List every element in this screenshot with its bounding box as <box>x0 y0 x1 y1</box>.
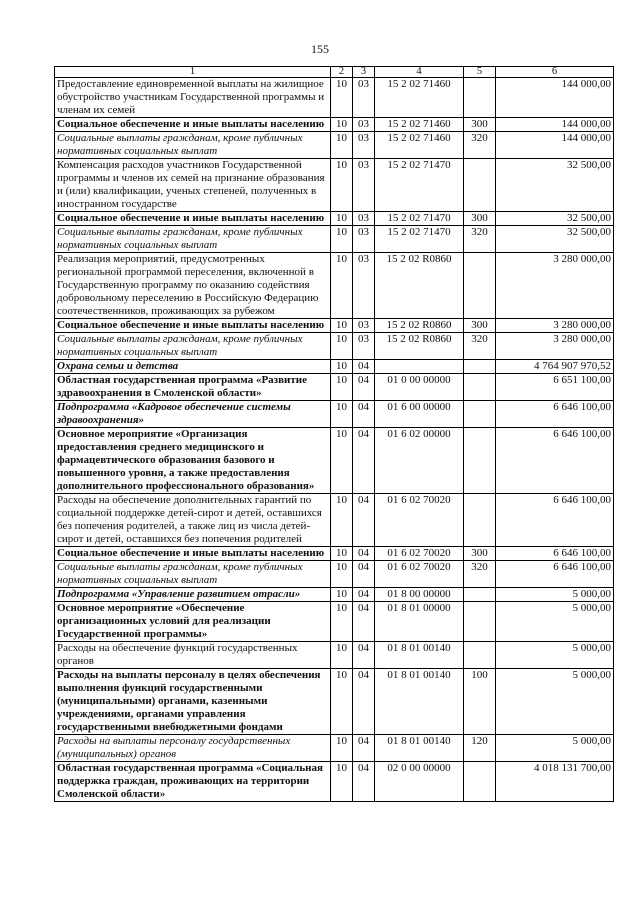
expense-type-code: 320 <box>464 132 496 159</box>
row-name: Социальное обеспечение и иные выплаты населению <box>55 212 331 226</box>
table-row <box>55 333 614 360</box>
amount: 3 280 000,00 <box>496 319 614 333</box>
target-article-code: 15 2 02 71470 <box>375 159 464 212</box>
target-article-code: 01 6 02 70020 <box>375 494 464 547</box>
target-article-code: 15 2 02 71460 <box>375 78 464 118</box>
table-row <box>55 360 614 374</box>
row-name: Охрана семьи и детства <box>55 360 331 374</box>
section-code: 10 <box>331 588 353 602</box>
amount: 32 500,00 <box>496 212 614 226</box>
row-name: Областная государственная программа «Развитие здравоохранения в Смоленской области» <box>55 374 331 401</box>
row-name: Основное мероприятие «Организация предоставления среднего медицинского и фармацевтического образования базового и повышенного уровня, а также предоставления дополнительного профессионального образования» <box>55 428 331 494</box>
section-code: 10 <box>331 547 353 561</box>
expense-type-code: 320 <box>464 226 496 253</box>
subsection-code: 04 <box>353 762 375 802</box>
row-name: Социальное обеспечение и иные выплаты населению <box>55 118 331 132</box>
expense-type-code <box>464 374 496 401</box>
row-name: Расходы на выплаты персоналу в целях обеспечения выполнения функций государственными (муниципальными) органами, казенными учреждениями, органами управления государственными внебюджетными фондами <box>55 669 331 735</box>
target-article-code: 01 0 00 00000 <box>375 374 464 401</box>
section-code: 10 <box>331 669 353 735</box>
row-name: Социальные выплаты гражданам, кроме публичных нормативных социальных выплат <box>55 226 331 253</box>
section-code: 10 <box>331 132 353 159</box>
column-header: 4 <box>375 67 464 78</box>
section-code: 10 <box>331 401 353 428</box>
section-code: 10 <box>331 735 353 762</box>
section-code: 10 <box>331 602 353 642</box>
section-code: 10 <box>331 762 353 802</box>
table-row <box>55 642 614 669</box>
target-article-code: 01 8 01 00140 <box>375 735 464 762</box>
section-code: 10 <box>331 374 353 401</box>
amount: 6 646 100,00 <box>496 401 614 428</box>
expense-type-code <box>464 360 496 374</box>
section-code: 10 <box>331 561 353 588</box>
subsection-code: 03 <box>353 226 375 253</box>
amount: 144 000,00 <box>496 118 614 132</box>
target-article-code: 15 2 02 71470 <box>375 226 464 253</box>
table-row <box>55 762 614 802</box>
table-row <box>55 253 614 319</box>
amount: 5 000,00 <box>496 588 614 602</box>
column-header: 3 <box>353 67 375 78</box>
target-article-code: 15 2 02 R0860 <box>375 319 464 333</box>
table-row <box>55 319 614 333</box>
column-header: 1 <box>55 67 331 78</box>
target-article-code: 15 2 02 R0860 <box>375 333 464 360</box>
subsection-code: 04 <box>353 428 375 494</box>
section-code: 10 <box>331 212 353 226</box>
table-row <box>55 669 614 735</box>
row-name: Подпрограмма «Управление развитием отрасли» <box>55 588 331 602</box>
table-row <box>55 401 614 428</box>
subsection-code: 03 <box>353 212 375 226</box>
row-name: Подпрограмма «Кадровое обеспечение системы здравоохранения» <box>55 401 331 428</box>
table-row <box>55 561 614 588</box>
section-code: 10 <box>331 253 353 319</box>
amount: 5 000,00 <box>496 602 614 642</box>
table-row <box>55 374 614 401</box>
amount: 3 280 000,00 <box>496 253 614 319</box>
subsection-code: 04 <box>353 374 375 401</box>
amount: 6 651 100,00 <box>496 374 614 401</box>
amount: 6 646 100,00 <box>496 494 614 547</box>
row-name: Социальные выплаты гражданам, кроме публичных нормативных социальных выплат <box>55 132 331 159</box>
target-article-code: 15 2 02 71470 <box>375 212 464 226</box>
target-article-code: 01 8 01 00140 <box>375 642 464 669</box>
subsection-code: 04 <box>353 401 375 428</box>
expense-type-code: 300 <box>464 212 496 226</box>
target-article-code: 01 6 02 00000 <box>375 428 464 494</box>
expense-type-code: 300 <box>464 547 496 561</box>
target-article-code: 02 0 00 00000 <box>375 762 464 802</box>
amount: 6 646 100,00 <box>496 561 614 588</box>
table-row <box>55 428 614 494</box>
amount: 32 500,00 <box>496 159 614 212</box>
row-name: Социальные выплаты гражданам, кроме публичных нормативных социальных выплат <box>55 561 331 588</box>
target-article-code: 01 8 01 00140 <box>375 669 464 735</box>
table-row <box>55 226 614 253</box>
table-row <box>55 735 614 762</box>
expense-type-code <box>464 78 496 118</box>
expense-type-code: 120 <box>464 735 496 762</box>
column-header: 5 <box>464 67 496 78</box>
amount: 4 018 131 700,00 <box>496 762 614 802</box>
section-code: 10 <box>331 642 353 669</box>
table-row <box>55 547 614 561</box>
subsection-code: 04 <box>353 588 375 602</box>
section-code: 10 <box>331 226 353 253</box>
target-article-code: 01 8 01 00000 <box>375 602 464 642</box>
expense-type-code: 320 <box>464 333 496 360</box>
amount: 5 000,00 <box>496 642 614 669</box>
subsection-code: 04 <box>353 547 375 561</box>
expense-type-code <box>464 159 496 212</box>
table-row <box>55 602 614 642</box>
table-row <box>55 118 614 132</box>
subsection-code: 04 <box>353 735 375 762</box>
table-row <box>55 588 614 602</box>
section-code: 10 <box>331 333 353 360</box>
page-number: 155 <box>311 42 329 56</box>
row-name: Областная государственная программа «Социальная поддержка граждан, проживающих на территории Смоленской области» <box>55 762 331 802</box>
expense-type-code <box>464 762 496 802</box>
expense-type-code <box>464 494 496 547</box>
target-article-code: 15 2 02 71460 <box>375 132 464 159</box>
amount: 144 000,00 <box>496 132 614 159</box>
row-name: Социальные выплаты гражданам, кроме публичных нормативных социальных выплат <box>55 333 331 360</box>
subsection-code: 03 <box>353 159 375 212</box>
expense-type-code <box>464 642 496 669</box>
table-row <box>55 132 614 159</box>
expense-type-code <box>464 588 496 602</box>
amount: 3 280 000,00 <box>496 333 614 360</box>
amount: 4 764 907 970,52 <box>496 360 614 374</box>
subsection-code: 04 <box>353 669 375 735</box>
subsection-code: 04 <box>353 561 375 588</box>
row-name: Социальное обеспечение и иные выплаты населению <box>55 547 331 561</box>
amount: 5 000,00 <box>496 735 614 762</box>
expense-type-code: 300 <box>464 319 496 333</box>
subsection-code: 04 <box>353 494 375 547</box>
row-name: Расходы на обеспечение функций государственных органов <box>55 642 331 669</box>
section-code: 10 <box>331 494 353 547</box>
row-name: Реализация мероприятий, предусмотренных региональной программой переселения, включенной в Государственную программу по оказанию содействия добровольному переселению в Российскую Федерацию соотечественников, проживающих за рубежом <box>55 253 331 319</box>
row-name: Расходы на выплаты персоналу государственных (муниципальных) органов <box>55 735 331 762</box>
subsection-code: 04 <box>353 602 375 642</box>
table-row <box>55 212 614 226</box>
subsection-code: 04 <box>353 642 375 669</box>
header-row <box>55 67 614 78</box>
subsection-code: 03 <box>353 333 375 360</box>
row-name: Расходы на обеспечение дополнительных гарантий по социальной поддержке детей-сирот и детей, оставшихся без попечения родителей, а также лиц из числа детей-сирот и детей, оставшихся без попечения родителей <box>55 494 331 547</box>
section-code: 10 <box>331 428 353 494</box>
expense-type-code <box>464 602 496 642</box>
target-article-code: 15 2 02 71460 <box>375 118 464 132</box>
amount: 6 646 100,00 <box>496 547 614 561</box>
budget-table <box>54 66 614 802</box>
subsection-code: 03 <box>353 319 375 333</box>
row-name: Основное мероприятие «Обеспечение организационных условий для реализации Государственной программы» <box>55 602 331 642</box>
table-row <box>55 78 614 118</box>
subsection-code: 04 <box>353 360 375 374</box>
table-row <box>55 159 614 212</box>
expense-type-code: 300 <box>464 118 496 132</box>
table-row <box>55 494 614 547</box>
expense-type-code <box>464 253 496 319</box>
target-article-code: 01 6 02 70020 <box>375 547 464 561</box>
expense-type-code: 320 <box>464 561 496 588</box>
column-header: 2 <box>331 67 353 78</box>
row-name: Социальное обеспечение и иные выплаты населению <box>55 319 331 333</box>
section-code: 10 <box>331 319 353 333</box>
expense-type-code: 100 <box>464 669 496 735</box>
amount: 5 000,00 <box>496 669 614 735</box>
subsection-code: 03 <box>353 253 375 319</box>
target-article-code <box>375 360 464 374</box>
subsection-code: 03 <box>353 132 375 159</box>
section-code: 10 <box>331 360 353 374</box>
column-header: 6 <box>496 67 614 78</box>
expense-type-code <box>464 428 496 494</box>
expense-type-code <box>464 401 496 428</box>
target-article-code: 15 2 02 R0860 <box>375 253 464 319</box>
target-article-code: 01 6 02 70020 <box>375 561 464 588</box>
amount: 144 000,00 <box>496 78 614 118</box>
section-code: 10 <box>331 118 353 132</box>
amount: 32 500,00 <box>496 226 614 253</box>
target-article-code: 01 6 00 00000 <box>375 401 464 428</box>
subsection-code: 03 <box>353 118 375 132</box>
section-code: 10 <box>331 159 353 212</box>
section-code: 10 <box>331 78 353 118</box>
target-article-code: 01 8 00 00000 <box>375 588 464 602</box>
row-name: Предоставление единовременной выплаты на жилищное обустройство участникам Государственной программы и членам их семей <box>55 78 331 118</box>
subsection-code: 03 <box>353 78 375 118</box>
amount: 6 646 100,00 <box>496 428 614 494</box>
row-name: Компенсация расходов участников Государственной программы и членов их семей на признание образования и (или) квалификации, ученых степеней, полученных в иностранном государстве <box>55 159 331 212</box>
